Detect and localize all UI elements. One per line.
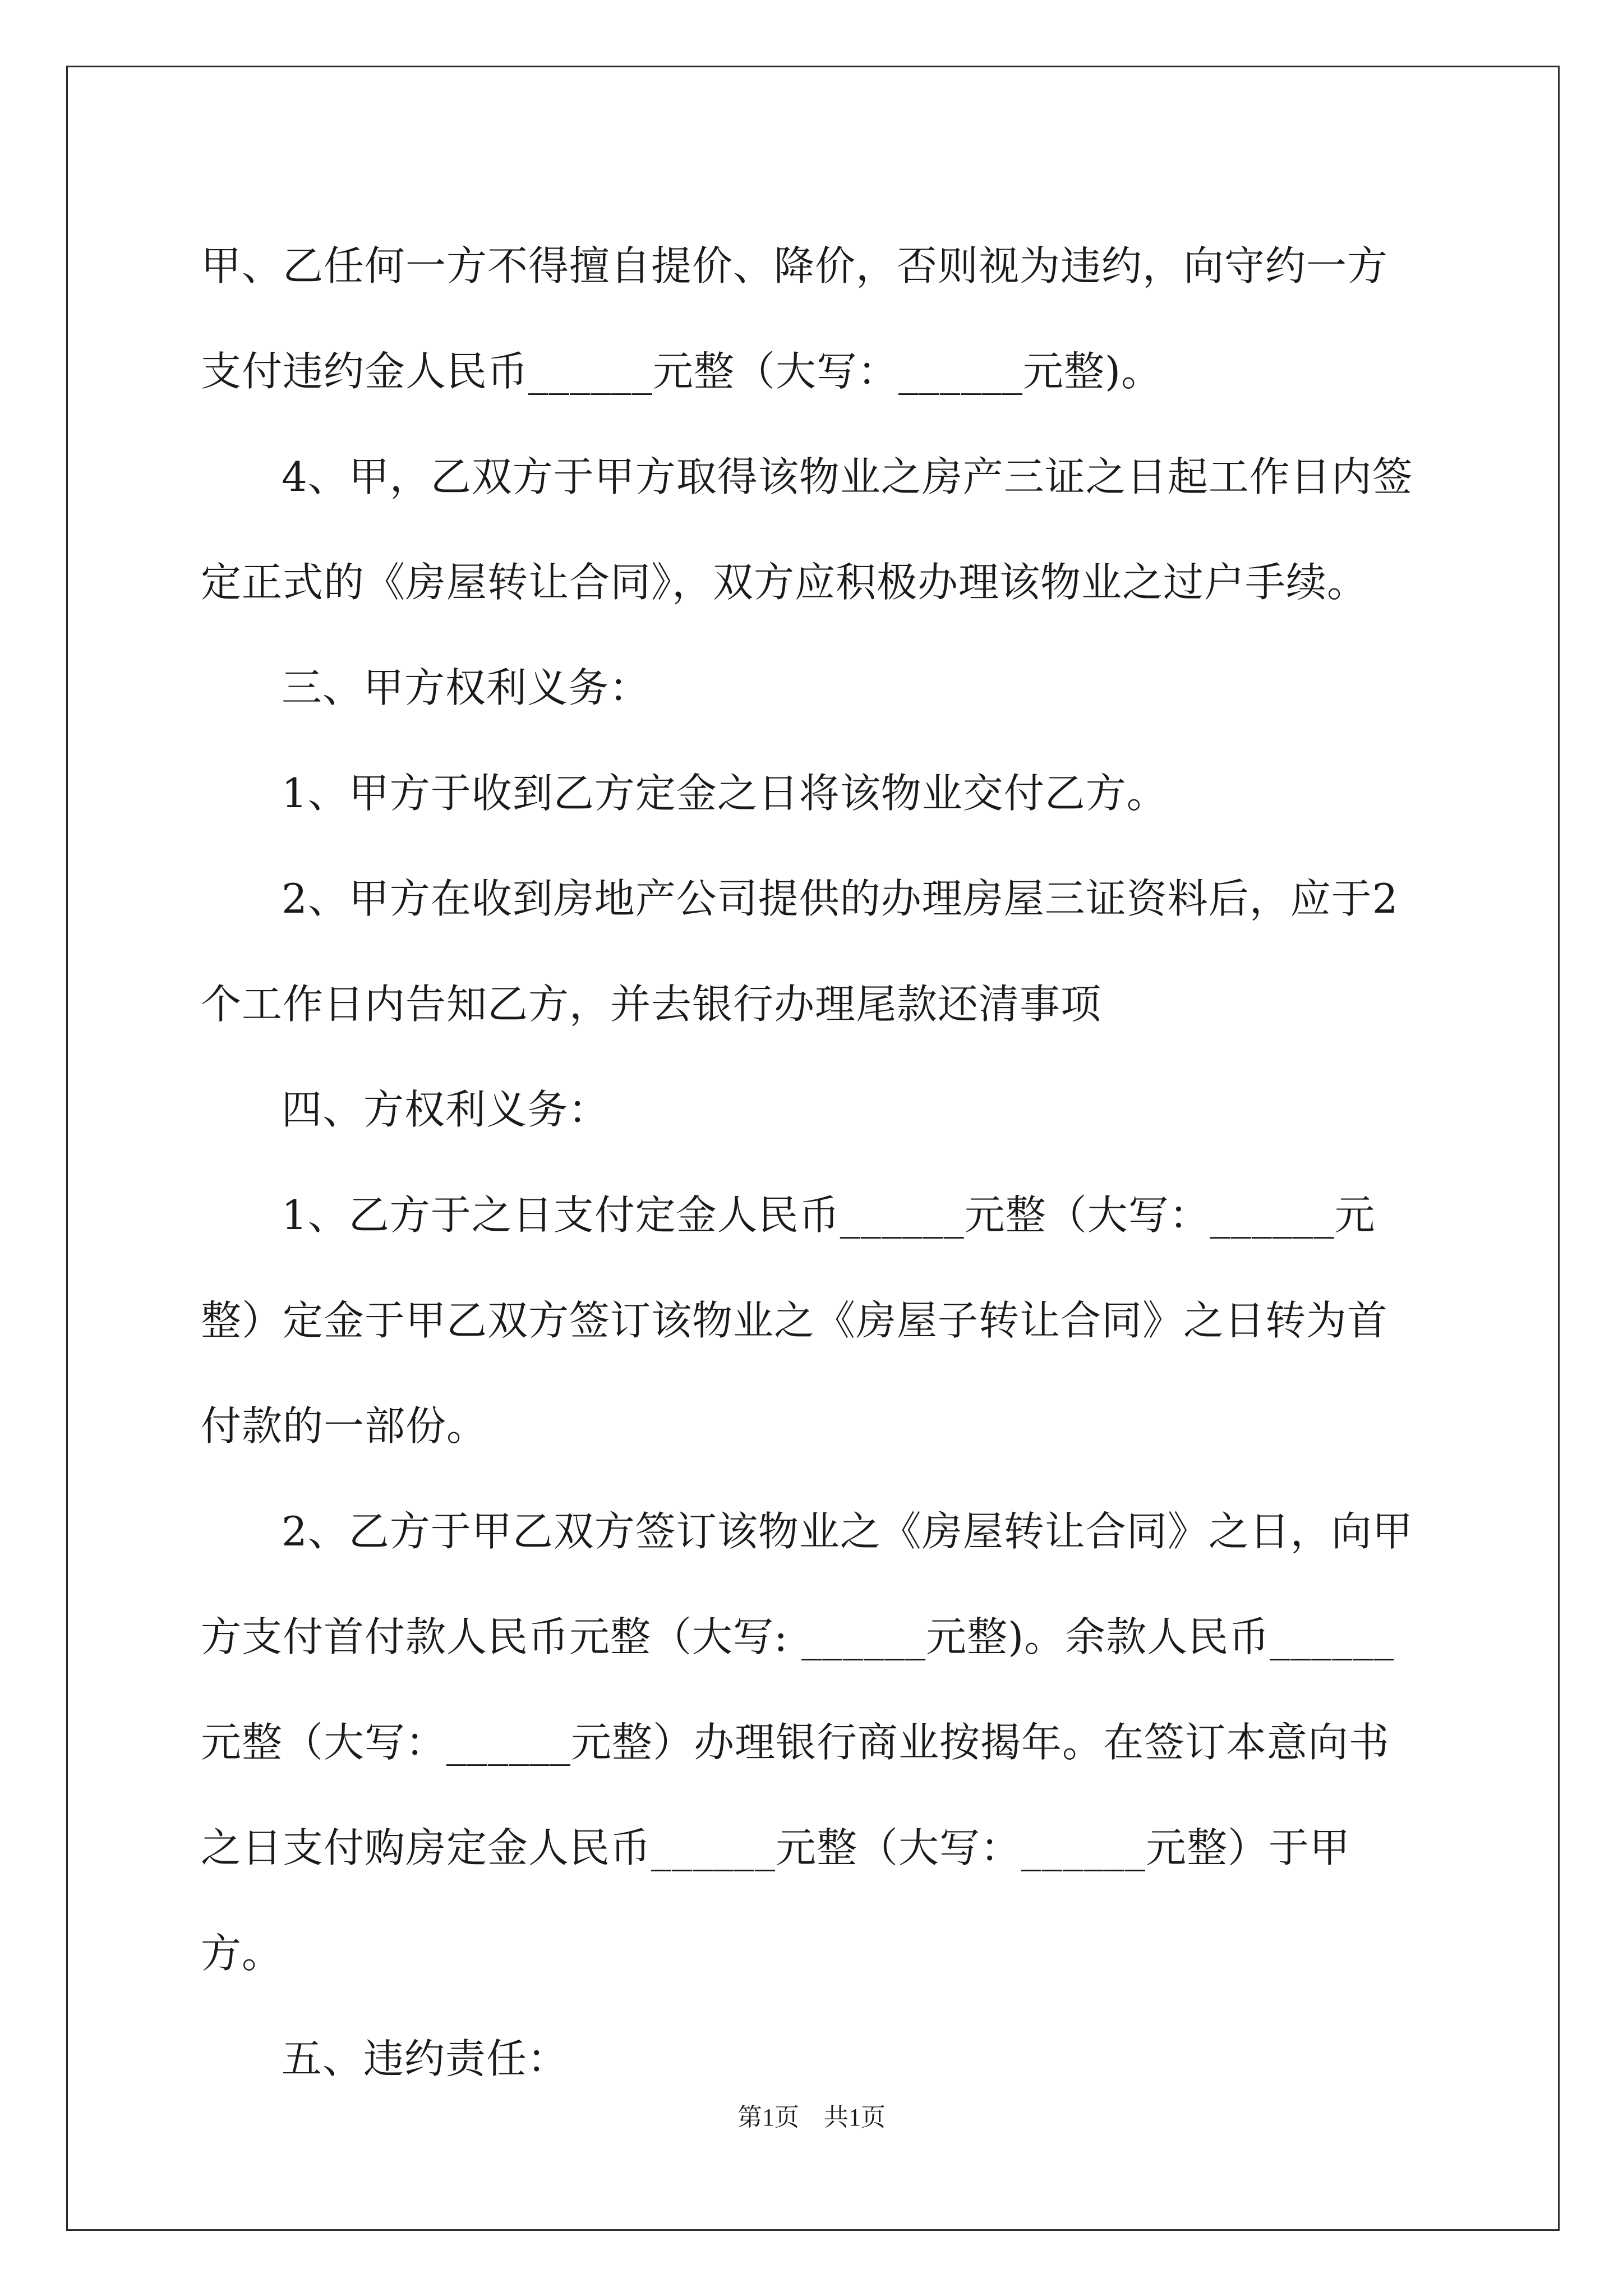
paragraph: 甲、乙任何一方不得擅自提价、降价，否则视为违约，向守约一方支付违约金人民币______元整（大写：______元整)。 — [201, 242, 1389, 395]
paragraph: 1、甲方于收到乙方定金之日将该物业交付乙方。 — [282, 770, 1168, 817]
page-number-footer: 第1页 共1页 — [737, 2104, 886, 2131]
paragraph: 2、乙方于甲乙双方签订该物业之《房屋转让合同》之日，向甲方支付首付款人民币元整（大写: ______元整)。余款人民币______元整（大写：______元整）办理银行商业按揭年。在签订本意向书之日支付购房定金人民币______元整（大写：______元整）于甲方。 — [201, 1508, 1413, 1977]
paragraph: 1、乙方于之日支付定金人民币______元整（大写：______元整）定金于甲乙双方签订该物业之《房屋子转让合同》之日转为首付款的一部份。 — [201, 1191, 1389, 1450]
section-heading: 四、方权利义务： — [282, 1086, 610, 1133]
paragraph: 4、甲，乙双方于甲方取得该物业之房产三证之日起工作日内签定正式的《房屋转让合同》，双方应积极办理该物业之过户手续。 — [201, 453, 1413, 606]
document-body — [201, 213, 1423, 2111]
section-heading: 五、违约责任： — [282, 2035, 569, 2082]
section-heading: 三、甲方权利义务： — [282, 664, 651, 711]
paragraph: 2、甲方在收到房地产公司提供的办理房屋三证资料后，应于2个工作日内告知乙方，并去银行办理尾款还清事项 — [201, 875, 1399, 1028]
